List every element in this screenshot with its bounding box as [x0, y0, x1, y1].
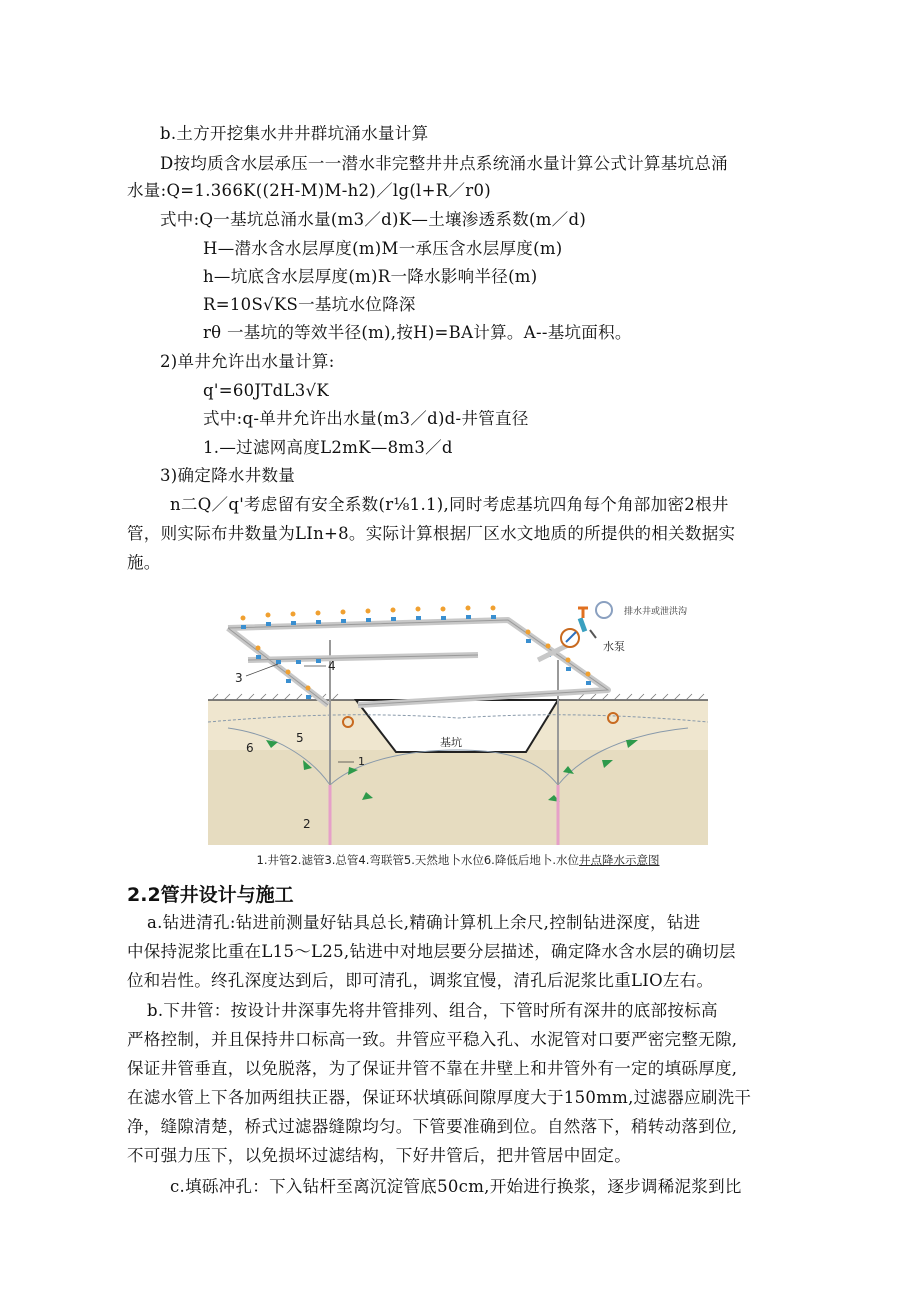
- single-well-where: 式中:q-单井允许出水量(m3／d)d-井管直径: [203, 409, 529, 428]
- para-b-line-6: 不可强力压下，以免损坏过滤结构，下好井管后，把井管居中固定。: [127, 1146, 631, 1165]
- well-count-title: 3)确定降水井数量: [160, 466, 296, 485]
- figure-caption: [208, 852, 708, 868]
- where-line-1: 式中:Q一基坑总涌水量(m3／d)K—土壤渗透系数(m／d): [160, 210, 587, 229]
- label-pit: 基坑: [440, 736, 462, 749]
- where-line-4: R=10S√KS一基坑水位降深: [203, 295, 416, 314]
- label-num-3: 3: [235, 671, 243, 685]
- section-heading-2-2: 2.2管井设计与施工: [127, 884, 294, 906]
- label-pump: 水泵: [603, 640, 625, 653]
- para-a-line-2: 中保持泥浆比重在L15〜L25,钻进中对地层要分层描述，确定降水含水层的确切层: [127, 942, 736, 961]
- formula-intro-line-1: D按均质含水层承压一一潜水非完整井井点系统涌水量计算公式计算基坑总涌: [160, 154, 728, 173]
- section-b-title: b.土方开挖集水井井群坑涌水量计算: [160, 124, 429, 143]
- where-line-3: h—坑底含水层厚度(m)R一降水影响半径(m): [203, 267, 538, 286]
- where-line-5: rθ 一基坑的等效半径(m),按H)=BA计算。A--基坑面积。: [203, 323, 632, 342]
- formula-intro-line-2: 水量:Q=1.366K((2H-M)M-h2)／lg(l+R／r0): [127, 181, 491, 200]
- label-num-6: 6: [246, 741, 254, 755]
- single-well-filter: 1.—过滤网高度L2mK—8m3／d: [203, 438, 453, 457]
- where-line-2: H—潜水含水层厚度(m)M一承压含水层厚度(m): [203, 239, 563, 258]
- well-count-line-2: 管，则实际布井数量为LIn+8。实际计算根据厂区水文地质的所提供的相关数据实: [127, 524, 736, 543]
- label-drain-well: 排水井或泄洪沟: [624, 607, 688, 617]
- well-count-line-3: 施。: [127, 553, 161, 572]
- label-num-2: 2: [303, 817, 311, 831]
- single-well-title: 2)单井允许出水量计算:: [160, 352, 335, 371]
- para-b-line-3: 保证井管垂直，以免脱落，为了保证井管不靠在井壁上和井管外有一定的填砾厚度,: [127, 1059, 738, 1078]
- para-a-line-1: a.钻进清孔:钻进前测量好钻具总长,精确计算机上余尺,控制钻进深度，钻进: [147, 913, 701, 932]
- para-b-line-2: 严格控制，并且保持井口标高一致。井管应平稳入孔、水泥管对口要严密完整无隙,: [127, 1030, 738, 1049]
- well-point-dewatering-diagram: [208, 600, 708, 845]
- para-a-line-3: 位和岩性。终孔深度达到后，即可清孔，调浆宜慢，清孔后泥浆比重LIO左右。: [127, 971, 714, 990]
- para-b-line-5: 净，缝隙清楚，桥式过滤器缝隙均匀。下管要准确到位。自然落下，稍转动落到位,: [127, 1117, 738, 1136]
- single-well-formula: q'=60JTdL3√K: [203, 381, 329, 400]
- caption-text: 1.井管2.滤管3.总管4.弯联管5.天然地卜水位6.降低后地卜.水位: [256, 853, 579, 867]
- label-num-1: 1: [358, 755, 365, 768]
- label-num-5: 5: [296, 731, 304, 745]
- para-c-line-1: c.填砾冲孔：下入钻杆至离沉淀管底50cm,开始进行换浆，逐步调稀泥浆到比: [170, 1177, 742, 1196]
- caption-link[interactable]: 井点降水示意图: [579, 853, 660, 867]
- well-count-line-1: n二Q／q'考虑留有安全系数(r⅛1.1),同时考虑基坑四角每个角部加密2根井: [170, 495, 729, 514]
- label-num-4: 4: [328, 659, 336, 673]
- soil-lower-layer: [208, 750, 708, 845]
- para-b-line-4: 在滤水管上下各加两组扶正器，保证环状填砾间隙厚度大于150mm,过滤器应刷洗干: [127, 1088, 752, 1107]
- para-b-line-1: b.下井管：按设计井深事先将井管排列、组合，下管时所有深井的底部按标高: [147, 1001, 718, 1020]
